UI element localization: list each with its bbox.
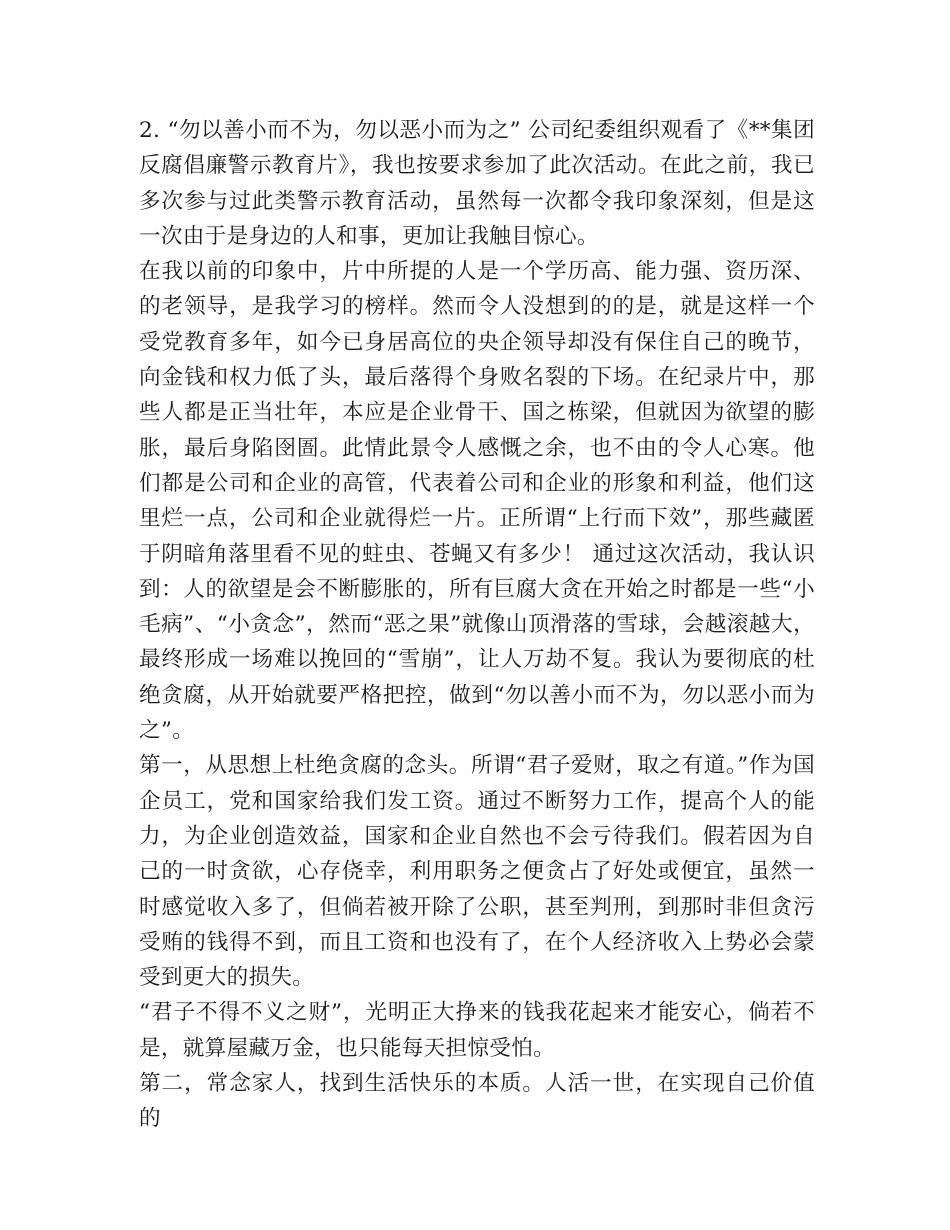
paragraph-second-point: 第二，常念家人，找到生活快乐的本质。人活一世，在实现自己价值的 bbox=[139, 1071, 815, 1132]
paragraph-quote: “君子不得不义之财”，光明正大挣来的钱我花起来才能安心，倘若不是，就算屋藏万金，也只能每天担惊受怕。 bbox=[139, 1000, 815, 1061]
paragraph-intro: 2. “勿以善小而不为，勿以恶小而为之” 公司纪委组织观看了《**集团反腐倡廉警示教育片》，我也按要求参加了此次活动。在此之前，我已多次参与过此类警示教育活动，虽然每一次都令我印象深刻，但是这一次由于是身边的人和事，更加让我触目惊心。 bbox=[139, 118, 815, 249]
paragraph-impression: 在我以前的印象中，片中所提的人是一个学历高、能力强、资历深、的老领导，是我学习的榜样。然而令人没想到的的是，就是这样一个受党教育多年，如今已身居高位的央企领导却没有保住自己的晚节，向金钱和权力低了头，最后落得个身败名裂的下场。在纪录片中，那些人都是正当壮年，本应是企业骨干、国之栋梁，但就因为欲望的膨胀，最后身陷囹圄。此情此景令人感慨之余，也不由的令人心寒。他们都是公司和企业的高管，代表着公司和企业的形象和利益，他们这里烂一点，公司和企业就得烂一片。正所谓“上行而下效”，那些藏匿于阴暗角落里看不见的蛀虫、苍蝇又有多少！ 通过这次活动，我认识到：人的欲望是会不断膨胀的，所有巨腐大贪在开始之时都是一些“小毛病”、“小贪念”，然而“恶之果”就像山顶滑落的雪球，会越滚越大，最终形成一场难以挽回的“雪崩”，让人万劫不复。我认为要彻底的杜绝贪腐，从开始就要严格把控，做到“勿以善小而不为，勿以恶小而为之”。 bbox=[139, 259, 815, 744]
document-body bbox=[139, 113, 815, 1137]
paragraph-first-point: 第一，从思想上杜绝贪腐的念头。所谓“君子爱财，取之有道。”作为国企员工，党和国家给我们发工资。通过不断努力工作，提高个人的能力，为企业创造效益，国家和企业自然也不会亏待我们。假若因为自己的一时贪欲，心存侥幸，利用职务之便贪占了好处或便宜，虽然一时感觉收入多了，但倘若被开除了公职，甚至判刑，到那时非但贪污受贿的钱得不到，而且工资和也没有了，在个人经济收入上势必会蒙受到更大的损失。 bbox=[139, 753, 815, 991]
